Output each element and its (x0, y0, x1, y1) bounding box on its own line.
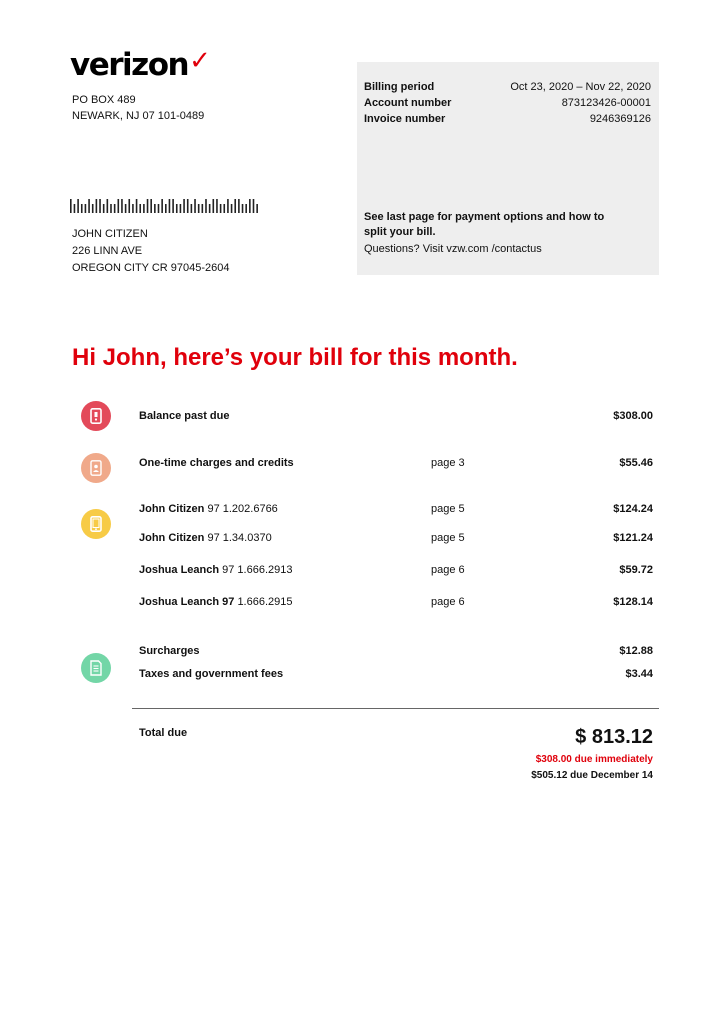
invoice-number-row (364, 113, 651, 125)
line-1-page-link[interactable]: page 5 (431, 503, 465, 515)
document-icon (81, 653, 111, 683)
surcharges-amount: $12.88 (619, 645, 653, 657)
line-1-amount: $124.24 (613, 503, 653, 515)
due-immediately-note: $308.00 due immediately (535, 754, 653, 765)
line-2-name: John Citizen (139, 532, 205, 544)
sender-address (72, 92, 204, 124)
taxes-row (139, 668, 653, 684)
billing-period-label: Billing period (364, 81, 435, 93)
line-4-page-link[interactable]: page 6 (431, 596, 465, 608)
line-row-2 (139, 532, 653, 548)
recipient-name: JOHN CITIZEN (72, 228, 148, 240)
line-row-3 (139, 564, 653, 580)
invoice-number-value: 9246369126 (589, 113, 651, 125)
phone-icon (81, 509, 111, 539)
phone-alert-icon (81, 401, 111, 431)
line-3-page-link[interactable]: page 6 (431, 564, 465, 576)
line-4-name: Joshua Leanch 97 (139, 596, 235, 608)
one-time-charges-row (139, 457, 653, 473)
line-3-name: Joshua Leanch (139, 564, 220, 576)
taxes-amount: $3.44 (625, 668, 653, 680)
total-divider (132, 708, 659, 709)
line-row-1 (139, 503, 653, 519)
total-due-label: Total due (139, 727, 188, 739)
billing-period-row (364, 81, 651, 93)
account-info-box (357, 62, 659, 275)
surcharges-label: Surcharges (139, 645, 200, 657)
invoice-number-label: Invoice number (364, 113, 446, 125)
surcharges-row (139, 645, 653, 661)
due-later-note: $505.12 due December 14 (531, 770, 653, 781)
bill-headline: Hi John, here’s your bill for this month. (72, 344, 518, 371)
account-number-label: Account number (364, 97, 452, 109)
line-row-4 (139, 596, 653, 612)
account-number-row (364, 97, 651, 109)
one-time-charges-amount: $55.46 (619, 457, 653, 469)
taxes-label: Taxes and government fees (139, 668, 284, 680)
line-2-number: 97 1.34.0370 (207, 532, 272, 544)
line-1-name: John Citizen (139, 503, 205, 515)
sender-line-1: PO BOX 489 (72, 94, 136, 106)
billing-period-value: Oct 23, 2020 – Nov 22, 2020 (510, 81, 651, 93)
line-2-page-link[interactable]: page 5 (431, 532, 465, 544)
verizon-logo: verizon✓ (70, 46, 211, 83)
payment-options-note: See last page for payment options and how to split your bill. (364, 211, 605, 238)
one-time-charges-label: One-time charges and credits (139, 457, 294, 469)
logo-checkmark: ✓ (189, 46, 211, 76)
balance-past-due-label: Balance past due (139, 410, 230, 422)
line-2-amount: $121.24 (613, 532, 653, 544)
recipient-address (72, 226, 230, 277)
sender-line-2: NEWARK, NJ 07 101-0489 (72, 110, 205, 122)
recipient-city: OREGON CITY CR 97045-2604 (72, 262, 230, 274)
balance-past-due-row (139, 410, 653, 426)
line-3-number: 97 1.666.2913 (222, 564, 293, 576)
line-4-number: 1.666.2915 (237, 596, 293, 608)
account-number-value: 873123426-00001 (561, 97, 651, 109)
postal-barcode (70, 199, 260, 213)
recipient-street: 226 LINN AVE (72, 245, 143, 257)
total-due-amount: $ 813.12 (575, 726, 653, 748)
balance-past-due-amount: $308.00 (613, 410, 653, 422)
one-time-charges-page-link[interactable]: page 3 (431, 457, 465, 469)
line-4-amount: $128.14 (613, 596, 653, 608)
line-3-amount: $59.72 (619, 564, 653, 576)
line-1-number: 97 1.202.6766 (207, 503, 278, 515)
questions-contact-link[interactable]: Questions? Visit vzw.com /contactus (364, 243, 542, 255)
phone-user-icon (81, 453, 111, 483)
